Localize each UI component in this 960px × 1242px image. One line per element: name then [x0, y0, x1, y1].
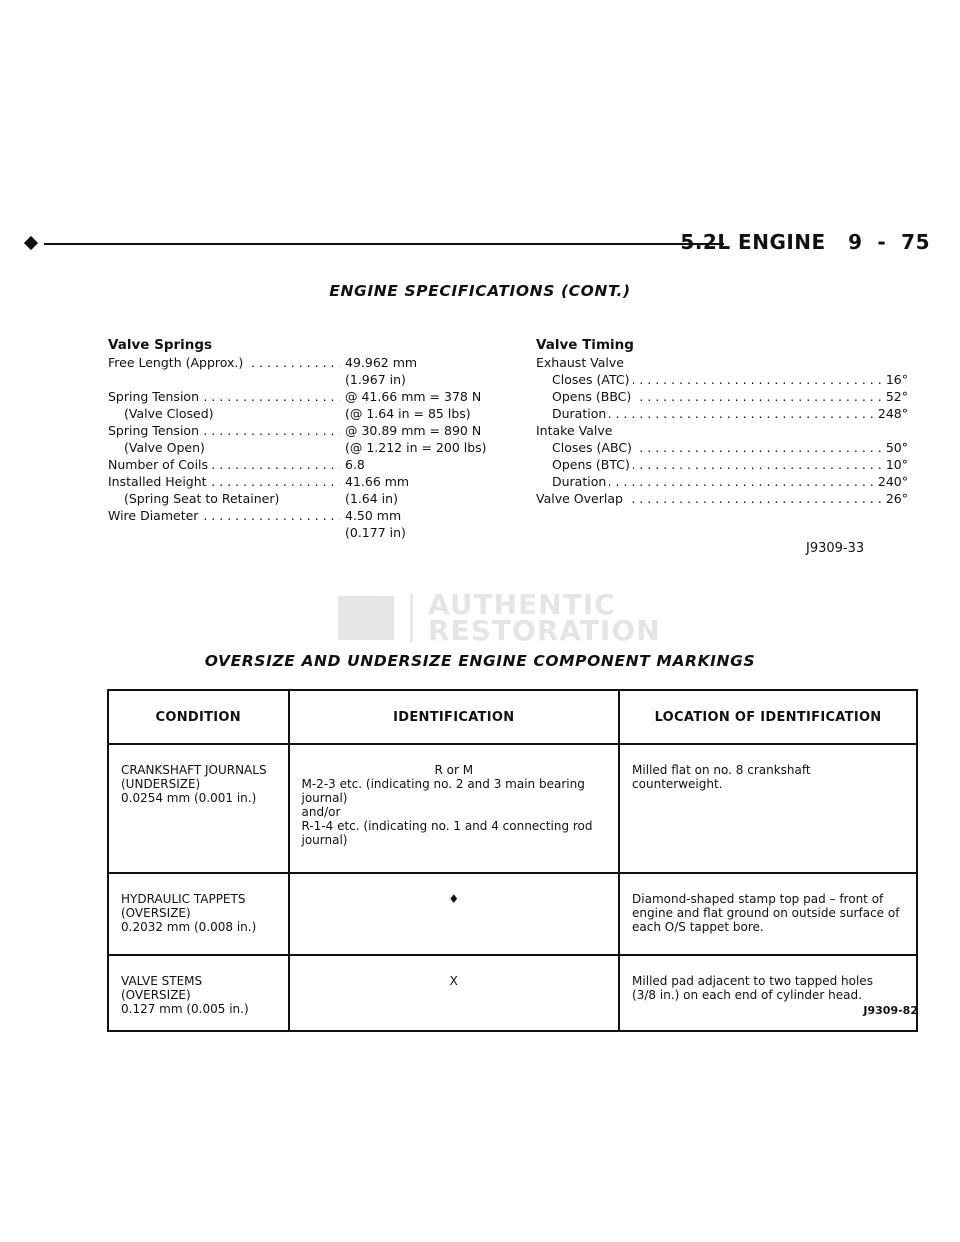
- spec-value: (0.177 in): [345, 525, 406, 540]
- condition-line: HYDRAULIC TAPPETS: [121, 892, 246, 906]
- spec-value: 26°: [885, 491, 908, 506]
- condition-line: VALVE STEMS (OVERSIZE): [121, 974, 203, 1002]
- page-header: [0, 226, 960, 266]
- spec-label: (Spring Seat to Retainer): [108, 490, 340, 507]
- section-name: 5.2L ENGINE: [680, 230, 826, 254]
- spec-row: [536, 388, 908, 405]
- column-header: CONDITION: [108, 690, 289, 744]
- spec-row: [108, 524, 528, 541]
- spec-row: [536, 371, 908, 388]
- spec-row: [108, 354, 528, 371]
- page-number: 9 - 75: [848, 230, 930, 254]
- spec-label: Duration . . .: [536, 473, 873, 490]
- spec-value: 16°: [885, 372, 908, 387]
- condition-cell: [108, 955, 289, 1031]
- spec-label: Closes (ATC) . . .: [536, 371, 881, 388]
- location-cell: [619, 955, 917, 1031]
- spec-label: Opens (BTC) . . .: [536, 456, 881, 473]
- identification-mark: R or M: [434, 763, 474, 777]
- location-line: Diamond-shaped stamp top pad – front of: [632, 892, 884, 906]
- watermark-line1: AUTHENTIC: [428, 588, 616, 621]
- spec-value: 240°: [877, 474, 908, 489]
- spec-value: 52°: [885, 389, 908, 404]
- condition-line: (OVERSIZE): [121, 906, 191, 920]
- exhaust-valve-label: Exhaust Valve: [536, 355, 624, 370]
- spec-label: Wire Diameter . . .: [108, 507, 340, 524]
- location-line: Milled pad adjacent to two tapped holes: [632, 974, 873, 988]
- mopar-logo-icon: [338, 596, 394, 640]
- spec-figure-ref: J9309-33: [806, 541, 865, 556]
- spec-value: 248°: [877, 406, 908, 421]
- engine-specs-title: ENGINE SPECIFICATIONS (CONT.): [329, 282, 631, 300]
- condition-line: 0.0254 mm (0.001 in.): [121, 791, 257, 805]
- condition-cell: [108, 873, 289, 955]
- spec-label: Duration . . .: [536, 405, 873, 422]
- table-row: [108, 873, 917, 955]
- header-title: [680, 230, 930, 254]
- valve-springs-block: [108, 337, 528, 541]
- spec-label: Opens (BBC) . . .: [536, 388, 881, 405]
- valve-timing-heading: Valve Timing: [536, 337, 634, 353]
- intake-valve-label: Intake Valve: [536, 423, 613, 438]
- spec-value: (@ 1.64 in = 85 lbs): [345, 406, 471, 421]
- table-row: [108, 955, 917, 1031]
- spec-label: [108, 371, 340, 388]
- spec-value: 49.962 mm: [345, 355, 418, 370]
- spec-row: [108, 456, 528, 473]
- spec-label: Spring Tension . . .: [108, 422, 340, 439]
- identification-cell: [289, 873, 620, 955]
- spec-value: @ 30.89 mm = 890 N: [345, 423, 482, 438]
- identification-line: M-2-3 etc. (indicating no. 2 and 3 main bearing: [301, 777, 585, 791]
- location-line: Milled flat on no. 8 crankshaft counterweight.: [632, 763, 811, 791]
- spec-value: (1.64 in): [345, 491, 398, 506]
- spec-label: Free Length (Approx.) . . .: [108, 354, 340, 371]
- table-row: [108, 744, 917, 873]
- spec-row: [108, 405, 528, 422]
- spec-row: [108, 371, 528, 388]
- spec-value: @ 41.66 mm = 378 N: [345, 389, 482, 404]
- condition-line: 0.2032 mm (0.008 in.): [121, 920, 257, 934]
- identification-line: journal): [301, 833, 348, 847]
- condition-line: 0.127 mm (0.005 in.): [121, 1002, 249, 1016]
- condition-cell: [108, 744, 289, 873]
- spec-label: (Valve Closed): [108, 405, 340, 422]
- identification-cell: [289, 955, 620, 1031]
- location-cell: [619, 744, 917, 873]
- spec-row: [108, 507, 528, 524]
- spec-label: (Valve Open): [108, 439, 340, 456]
- condition-line: CRANKSHAFT JOURNALS: [121, 763, 267, 777]
- location-line: (3/8 in.) on each end of cylinder head.: [632, 988, 862, 1002]
- identification-line: journal): [301, 791, 348, 805]
- location-cell: [619, 873, 917, 955]
- table-figure-ref: J9309-82: [863, 1004, 918, 1017]
- spec-label: Spring Tension . . .: [108, 388, 340, 405]
- table-header-row: [108, 690, 917, 744]
- diamond-bullet-icon: [24, 236, 38, 250]
- spec-value: (@ 1.212 in = 200 lbs): [345, 440, 487, 455]
- watermark: [338, 588, 678, 648]
- header-rule: [44, 243, 724, 245]
- spec-label: Valve Overlap . . .: [536, 490, 881, 507]
- watermark-line2: RESTORATION: [428, 614, 661, 647]
- valve-springs-rows: [108, 354, 528, 541]
- spec-value: 10°: [885, 457, 908, 472]
- spec-row: [536, 439, 908, 456]
- spec-row: [108, 473, 528, 490]
- spec-row: [536, 456, 908, 473]
- intake-rows: [536, 439, 908, 490]
- valve-timing-block: [536, 337, 908, 507]
- identification-mark: ♦: [448, 892, 460, 906]
- spec-row: [108, 490, 528, 507]
- spec-label: [108, 524, 340, 541]
- valve-overlap-row: [536, 490, 908, 507]
- markings-table: [107, 689, 918, 1032]
- location-line: each O/S tappet bore.: [632, 920, 764, 934]
- identification-cell: [289, 744, 620, 873]
- exhaust-rows: [536, 371, 908, 422]
- identification-mark: X: [449, 974, 458, 988]
- spec-row: [536, 405, 908, 422]
- spec-row: [108, 388, 528, 405]
- spec-value: (1.967 in): [345, 372, 406, 387]
- markings-title: OVERSIZE AND UNDERSIZE ENGINE COMPONENT MARKINGS: [204, 652, 756, 670]
- spec-value: 50°: [885, 440, 908, 455]
- condition-line: (UNDERSIZE): [121, 777, 201, 791]
- spec-row: [536, 473, 908, 490]
- watermark-divider: [410, 594, 413, 642]
- identification-line: and/or: [301, 805, 341, 819]
- spec-row: [108, 439, 528, 456]
- spec-value: 4.50 mm: [345, 508, 402, 523]
- spec-value: 6.8: [345, 457, 365, 472]
- identification-line: R-1-4 etc. (indicating no. 1 and 4 connecting rod: [301, 819, 593, 833]
- column-header: LOCATION OF IDENTIFICATION: [619, 690, 917, 744]
- location-line: engine and flat ground on outside surface of: [632, 906, 900, 920]
- column-header: IDENTIFICATION: [289, 690, 620, 744]
- spec-label: Closes (ABC) . . .: [536, 439, 881, 456]
- valve-springs-heading: Valve Springs: [108, 337, 213, 353]
- spec-row: [108, 422, 528, 439]
- spec-label: Installed Height . . .: [108, 473, 340, 490]
- spec-label: Number of Coils . . .: [108, 456, 340, 473]
- spec-value: 41.66 mm: [345, 474, 410, 489]
